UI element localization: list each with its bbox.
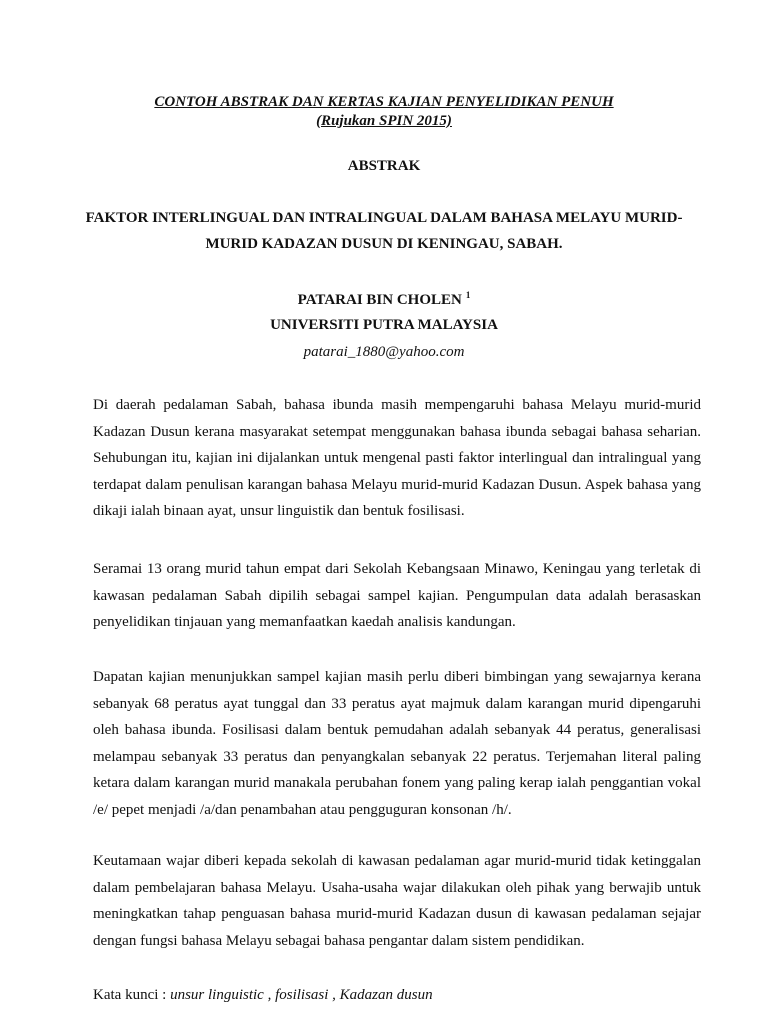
author-name: PATARAI BIN CHOLEN — [297, 292, 462, 308]
paragraph-line: kawasan pedalaman Sabah dipilih sebagai sampel kajian. Pengumpulan data adalah berasaskan — [93, 587, 701, 604]
section-heading: ABSTRAK — [347, 158, 421, 174]
paragraph-line: Di daerah pedalaman Sabah, bahasa ibunda masih mempengaruhi bahasa Melayu murid-murid — [93, 397, 701, 413]
footnote-mark: 1 — [465, 290, 471, 300]
paragraph-line: meningkatkan tahap penguasan bahasa murid-murid Kadazan dusun di kawasan pedalaman sejajar — [93, 906, 701, 922]
author-affiliation: UNIVERSITI PUTRA MALAYSIA — [270, 317, 498, 333]
author-email: patarai_1880@yahoo.com — [303, 344, 465, 360]
abstract-paragraph-1 — [93, 392, 701, 525]
abstract-paragraph-4 — [93, 848, 701, 954]
paragraph-line: Seramai 13 orang murid tahun empat dari Sekolah Kebangsaan Minawo, Keningau yang terletak di — [93, 561, 701, 577]
paragraph-line: penyelidikan tinjauan yang memanfaatkan kaedah analisis kandungan. — [93, 614, 516, 630]
paragraph-line: dengan fungsi bahasa Melayu sebagai bahasa pengantar dalam sistem pendidikan. — [93, 932, 585, 949]
author-name-line — [0, 290, 768, 309]
keywords-label: Kata kunci : — [93, 987, 167, 1003]
paragraph-line: /e/ pepet menjadi /a/dan penambahan atau pengguguran konsonan /h/. — [93, 801, 512, 818]
keywords-line — [93, 987, 433, 1004]
abstract-paragraph-2 — [93, 556, 701, 636]
paragraph-line: oleh bahasa ibunda. Fosilisasi dalam bentuk pemudahan adalah sebanyak 44 peratus, generalisasi — [93, 722, 701, 738]
document-header-line1: CONTOH ABSTRAK DAN KERTAS KAJIAN PENYELIDIKAN PENUH — [154, 94, 614, 110]
paragraph-line: terdapat dalam penulisan karangan bahasa Melayu murid-murid Kadazan Dusun. Aspek bahasa yang — [93, 476, 701, 493]
keywords-value: unsur linguistic , fosilisasi , Kadazan dusun — [170, 987, 433, 1003]
paragraph-line: dalam pembelajaran bahasa Melayu. Usaha-usaha wajar dilakukan oleh pihak yang berwajib untuk — [93, 879, 701, 896]
paragraph-line: Kadazan Dusun kerana masyarakat setempat menggunakan bahasa ibunda sebagai bahasa seharian. — [93, 423, 701, 440]
paragraph-line: ketara dalam karangan murid manakala perubahan fonem yang paling kerap ialah penggantian vokal — [93, 775, 701, 791]
paragraph-line: Dapatan kajian menunjukkan sampel kajian masih perlu diberi bimbingan yang sewajarnya kerana — [93, 669, 701, 685]
paper-title-line2: MURID KADAZAN DUSUN DI KENINGAU, SABAH. — [205, 236, 563, 252]
paragraph-line: dikaji ialah binaan ayat, unsur linguistik dan bentuk fosilisasi. — [93, 503, 465, 519]
paragraph-line: Sehubungan itu, kajian ini dijalankan untuk mengenal pasti faktor interlingual dan intralingual yang — [93, 450, 701, 466]
paragraph-line: Keutamaan wajar diberi kepada sekolah di kawasan pedalaman agar murid-murid tidak ketinggalan — [93, 853, 701, 869]
paragraph-line: sebanyak 68 peratus ayat tunggal dan 33 peratus ayat majmuk dalam karangan murid dipengaruhi — [93, 695, 701, 712]
abstract-paragraph-3 — [93, 664, 701, 823]
paper-title-line1: FAKTOR INTERLINGUAL DAN INTRALINGUAL DALAM BAHASA MELAYU MURID- — [85, 210, 683, 226]
document-header-line2: (Rujukan SPIN 2015) — [316, 113, 452, 129]
paragraph-line: melampau sebanyak 33 peratus dan penyangkalan sebanyak 22 peratus. Terjemahan literal paling — [93, 748, 701, 765]
